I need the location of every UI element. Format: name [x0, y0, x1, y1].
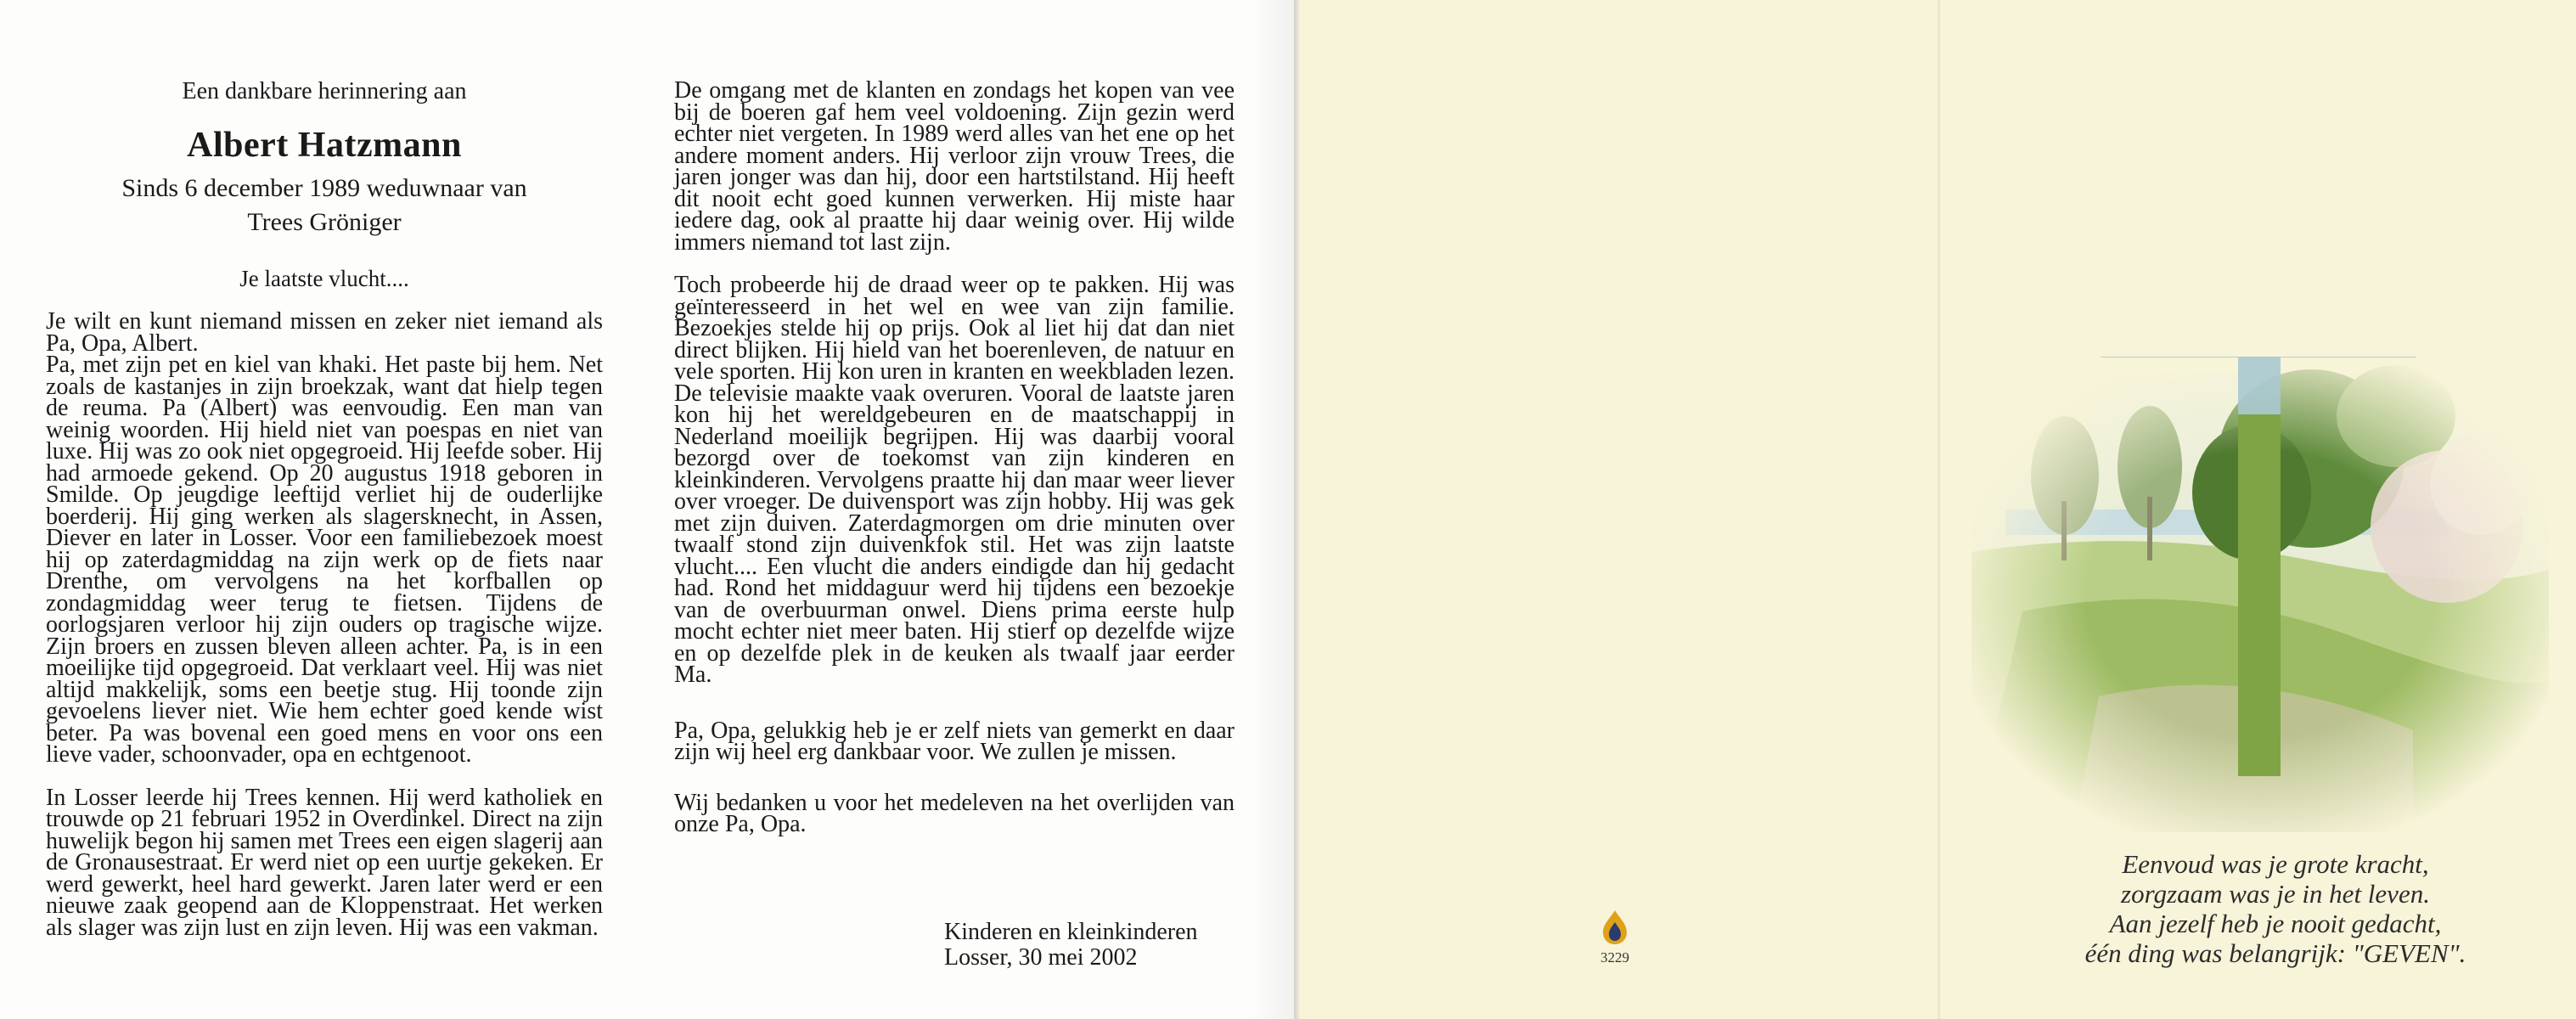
- cover-fold-line: [1938, 0, 1940, 1019]
- cross-landscape-illustration: [1971, 357, 2549, 832]
- paragraph: Pa, met zijn pet en kiel van khaki. Het paste bij hem. Net zoals de kastanjes in zijn broekzak, want dat hielp tegen de reuma. Pa (Albert) was eenvoudig. Een man van weinig woorden. Hij hield niet van poespas en niet van luxe. Hij was zo ook niet opgegroeid. Hij leefde sober. Hij had armoede gekend. Op 20 augustus 1918 geboren in Smilde. Op jeugdige leeftijd verliet hij de ouderlijke boerderij. Hij ging werken als slagersknecht, in Assen, Diever en later in Losser. Voor een familiebezoek moest hij op zaterdagmiddag na zijn werk op de fiets naar Drenthe, om vervolgens na het korfballen op zondagmiddag weer terug te fietsen. Tijdens de oorlogsjaren verloor hij zijn ouders op tragische wijze. Zijn broers en zussen bleven alleen achter. Pa, is in een moeilijke tijd opgegroeid. Dat verklaart veel. Hij was niet altijd makkelijk, soms een beetje stug. Hij toonde zijn gevoelens liever niet. Wie hem echter goed kende wist beter. Pa was bovenal een goed mens en voor ons een lieve vader, schoonvader, opa en echtgenoot.: [46, 352, 603, 768]
- spouse-name: Trees Gröniger: [247, 208, 402, 236]
- card-code: 3229: [1600, 949, 1629, 966]
- signature-place-date: Losser, 30 mei 2002: [944, 944, 1138, 971]
- poem: [2029, 849, 2522, 968]
- poem-line: één ding was belangrijk: "GEVEN".: [2084, 938, 2466, 968]
- poem-line: zorgzaam was je in het leven.: [2121, 879, 2430, 909]
- paragraph: De omgang met de klanten en zondags het kopen van vee bij de boeren gaf hem veel voldoening. Zijn gezin werd echter niet vergeten. In 1989 werd alles van het ene op het andere moment anders. Hij verloor zijn vrouw Trees, die jaren jonger was dan hij, door een hartstilstand. Hij heeft dit nooit echt goed kunnen verwerken. Hij miste haar iedere dag, ook al praatte hij daar weinig over. Hij wilde immers niemand tot last zijn.: [674, 77, 1235, 256]
- cross-beam-vertical: [2238, 357, 2281, 414]
- signature-family: Kinderen en kleinkinderen: [944, 919, 1198, 945]
- paragraph: Je wilt en kunt niemand missen en zeker niet iemand als Pa, Opa, Albert.: [46, 308, 603, 357]
- paragraph: Wij bedanken u voor het medeleven na het overlijden van onze Pa, Opa.: [674, 789, 1235, 837]
- left-text-column: [46, 308, 603, 960]
- deceased-name: Albert Hatzmann: [187, 126, 462, 165]
- paragraph: Toch probeerde hij de draad weer op te pakken. Hij was geïnteresseerd in het wel en wee van zijn familie. Bezoekjes stelde hij op prijs. Ook al liet hij dat dan niet direct blijken. Hij hield van het boerenleven, de natuur en vele sporten. Hij kon uren in kranten en weekbladen lezen. De televisie maakte vaak overuren. Vooral de laatste jaren kon hij het wereldgebeuren en de maatschappij in Nederland moeilijk begrijpen. Hij was daarbij vooral bezorgd over de toekomst van zijn kinderen en kleinkinderen. Vervolgens praatte hij dan maar weer liever over vroeger. De duivensport was zijn hobby. Hij was gek met zijn duiven. Zaterdagmorgen om drie minuten over twaalf stond zijn duivenkfok stil. Het was zijn laatste vlucht.... Een vlucht die anders eindigde dan hij gedacht had. Rond het middaguur werd hij tijdens een bezoekje van de overbuurman onwel. Diens prima eerste hulp mocht echter niet meer baten. Hij stierf op dezelfde wijze en op dezelfde plek in de keuken als twaalf jaar eerder Ma.: [674, 272, 1235, 688]
- paragraph: In Losser leerde hij Trees kennen. Hij werd katholiek en trouwde op 21 februari 1952 in Overdinkel. Direct na zijn huwelijk begon hij samen met Trees een eigen slagerij aan de Gronausestraat. Er werd niet op een uurtje gekeken. Er werd gewerkt, heel hard gewerkt. Jaren later werd er een nieuwe zaak geopend aan de Kloppenstraat. Het werken als slager was zijn lust en zijn leven. Hij was een vakman.: [46, 784, 603, 941]
- fold-shadow: [1251, 0, 1294, 1019]
- flame-logo-icon: [1598, 909, 1632, 946]
- signature-block: [944, 920, 1198, 971]
- paragraph: Pa, Opa, gelukkig heb je er zelf niets van gemerkt en daar zijn wij heel erg dankbaar voor. We zullen je missen.: [674, 717, 1235, 765]
- quote-title: Je laatste vlucht....: [239, 266, 409, 291]
- poem-line: Eenvoud was je grote kracht,: [2122, 849, 2429, 879]
- right-text-column: [674, 77, 1235, 857]
- cross-stem-grass: [2238, 414, 2281, 776]
- poem-line: Aan jezelf heb je nooit gedacht,: [2109, 909, 2442, 938]
- widower-line: Sinds 6 december 1989 weduwnaar van: [121, 174, 527, 202]
- intro-line: Een dankbare herinnering aan: [182, 78, 467, 104]
